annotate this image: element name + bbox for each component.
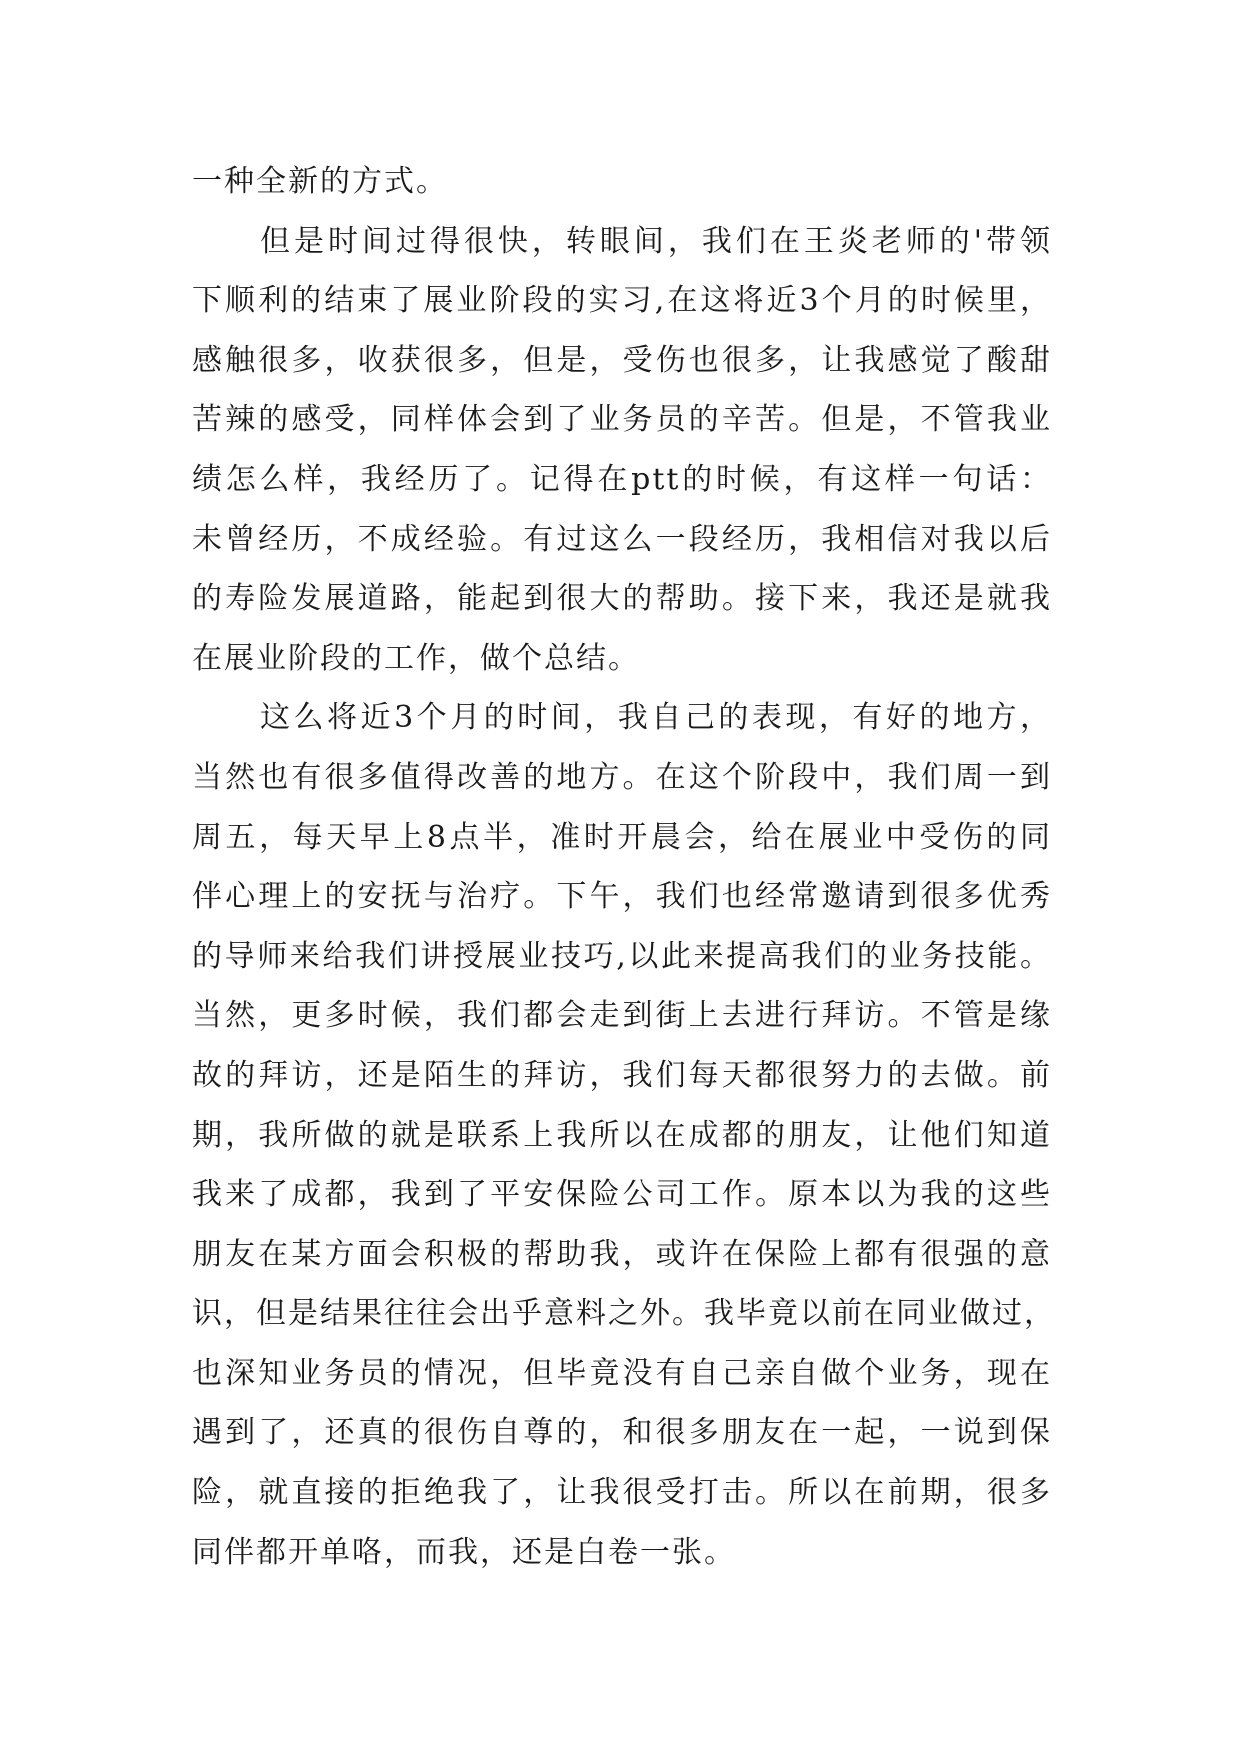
- text-line: 伴心理上的安抚与治疗。下午，我们也经常邀请到很多优秀: [192, 879, 1052, 915]
- text-line: 的导师来给我们讲授展业技巧,以此来提高我们的业务技能。: [192, 938, 1052, 974]
- text-line: 遇到了，还真的很伤自尊的，和很多朋友在一起，一说到保: [192, 1415, 1052, 1451]
- text-line: 期，我所做的就是联系上我所以在成都的朋友，让他们知道: [192, 1117, 1052, 1153]
- text-line: 识，但是结果往往会出乎意料之外。我毕竟以前在同业做过，: [192, 1296, 1056, 1332]
- text-line: 苦辣的感受，同样体会到了业务员的辛苦。但是，不管我业: [192, 402, 1052, 438]
- text-line: 的寿险发展道路，能起到很大的帮助。接下来，我还是就我: [192, 581, 1052, 617]
- text-line: 下顺利的结束了展业阶段的实习,在这将近3个月的时候里，: [192, 283, 1052, 319]
- text-line: 感触很多，收获很多，但是，受伤也很多，让我感觉了酸甜: [192, 342, 1052, 378]
- text-line: 未曾经历，不成经验。有过这么一段经历，我相信对我以后: [192, 521, 1052, 557]
- text-line: 故的拜访，还是陌生的拜访，我们每天都很努力的去做。前: [192, 1057, 1052, 1093]
- text-line: 周五，每天早上8点半，准时开晨会，给在展业中受伤的同: [192, 819, 1052, 855]
- text-line: 当然，更多时候，我们都会走到街上去进行拜访。不管是缘: [192, 998, 1052, 1034]
- text-line: 当然也有很多值得改善的地方。在这个阶段中，我们周一到: [192, 759, 1052, 795]
- text-line: 但是时间过得很快，转眼间，我们在王炎老师的'带领: [260, 223, 1052, 259]
- text-line: 我来了成都，我到了平安保险公司工作。原本以为我的这些: [192, 1177, 1052, 1213]
- text-line: 一种全新的方式。: [192, 164, 448, 199]
- text-line: 朋友在某方面会积极的帮助我，或许在保险上都有很强的意: [192, 1236, 1052, 1272]
- body-text: [192, 152, 1056, 1582]
- text-line: 同伴都开单咯，而我，还是白卷一张。: [192, 1534, 736, 1570]
- text-line: 也深知业务员的情况，但毕竟没有自己亲自做个业务，现在: [192, 1355, 1052, 1391]
- text-line: 这么将近3个月的时间，我自己的表现，有好的地方，: [260, 700, 1052, 736]
- text-line: 在展业阶段的工作，做个总结。: [192, 640, 640, 676]
- text-line: 险，就直接的拒绝我了，让我很受打击。所以在前期，很多: [192, 1475, 1052, 1511]
- text-line: 绩怎么样，我经历了。记得在ptt的时候，有这样一句话：: [192, 461, 1052, 497]
